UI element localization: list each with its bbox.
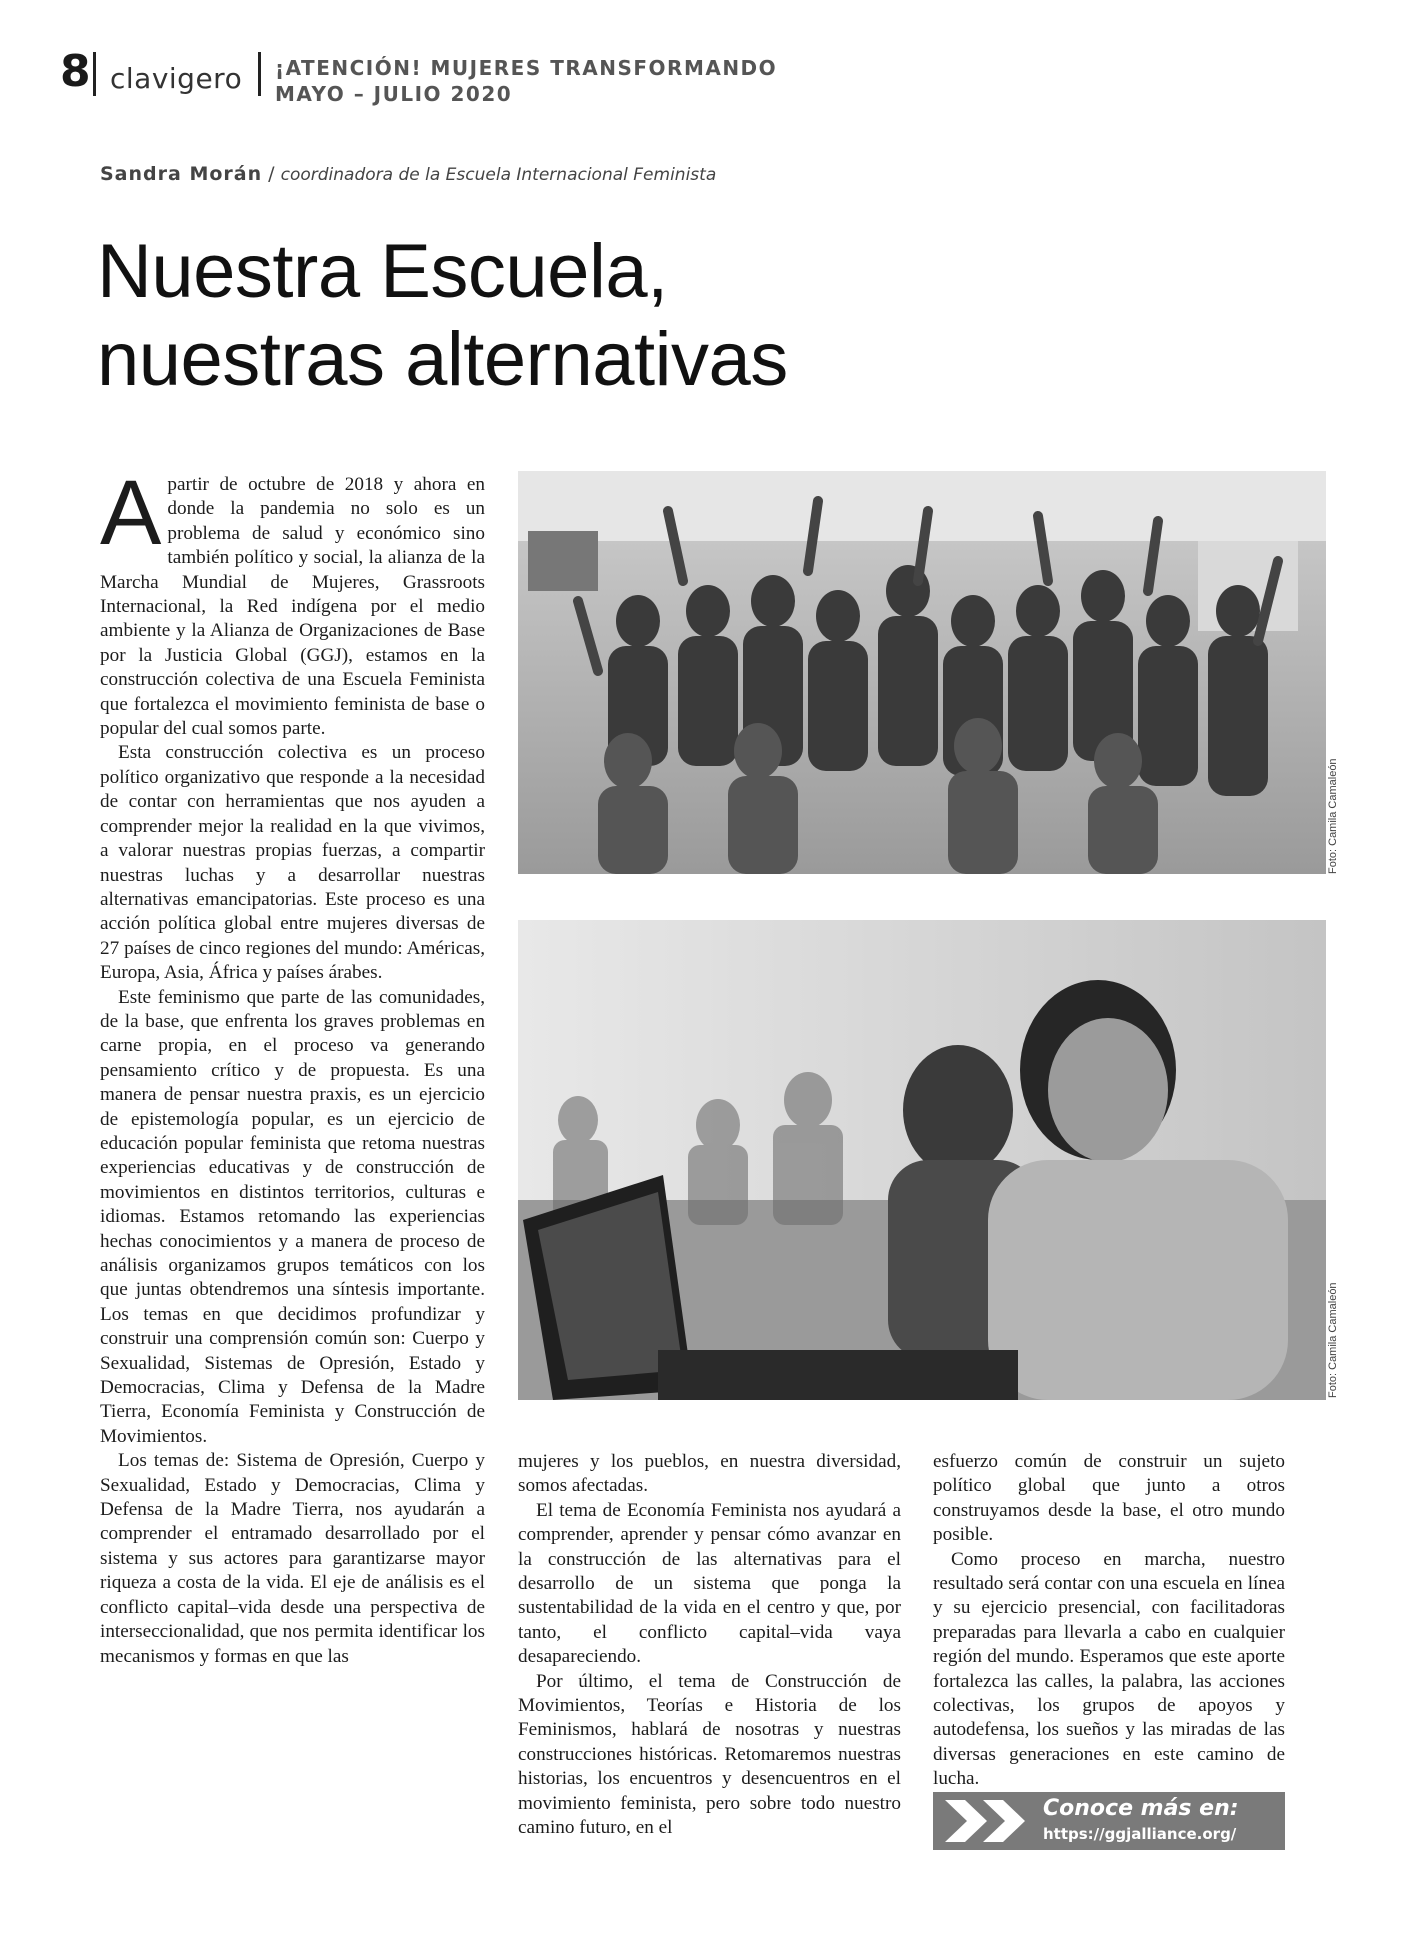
paragraph: esfuerzo común de construir un sujeto político global que junto a otros construyamos desde la base, el otro mundo posible.: [933, 1451, 1285, 1546]
byline-separator: /: [268, 163, 275, 185]
promo-link-box[interactable]: [933, 1792, 1285, 1850]
photo-credit: Foto: Camila Camaleón: [1327, 1282, 1339, 1398]
paragraph: Por último, el tema de Construcción de Movimientos, Teorías e Historia de los Feminismos, hablará de nosotras y nuestras construcciones históricas. Retomaremos nuestras historias, los encuentros y desencuentros en el movimiento feminista, pero sobre todo nuestro camino futuro, en el: [518, 1670, 901, 1839]
header-divider: [258, 52, 261, 96]
promo-url[interactable]: https://ggjalliance.org/: [1043, 1825, 1237, 1843]
promo-label: Conoce más en:: [1043, 1796, 1239, 1821]
paragraph: Los temas de: Sistema de Opresión, Cuerpo y Sexualidad, Estado y Democracias, Clima y Defensa de la Madre Tierra, nos ayudarán a comprender el entramado desarrollado por el sistema y sus actores para garantizarse mayor riqueza a costa de la vida. El eje de análisis es el conflicto capital–vida desde una perspectiva de interseccionalidad, que nos permita identificar los mecanismos y formas en que las: [100, 1450, 485, 1667]
paragraph: Esta construcción colectiva es un proceso político organizativo que responde a la necesidad de contar con herramientas que nos ayuden a comprender mejor la realidad en la que vivimos, a valorar nuestras propias fuerzas, a compartir nuestras luchas y a desarrollar nuestras alternativas emancipatorias. Este proceso es una acción política global entre mujeres diversas de 27 países de cinco regiones del mundo: Américas, Europa, Asia, África y países árabes.: [100, 742, 485, 984]
brand-name: clavigero: [110, 62, 243, 95]
headline-line-2: nuestras alternativas: [97, 317, 788, 402]
paragraph: [100, 462, 485, 741]
issue-date: MAYO – JULIO 2020: [275, 82, 513, 106]
headline-line-1: Nuestra Escuela,: [97, 229, 668, 314]
article-column-3: [933, 1450, 1285, 1790]
paragraph: Como proceso en marcha, nuestro resultado será contar con una escuela en línea y su ejercicio presencial, con facilitadoras preparadas para llevarla a cabo en cualquier región del mundo. Esperamos que este aporte fortalezca las calles, la palabra, las acciones colectivas, los grupos de apoyos y autodefensa, los sueños y las miradas de las diversas generaciones en este camino de lucha.: [933, 1548, 1285, 1790]
article-column-2: [518, 1450, 901, 1860]
paragraph: El tema de Economía Feminista nos ayudará a comprender, aprender y pensar cómo avanzar en la construcción de las alternativas para el desarrollo de un sistema que ponga la sustentabilidad de la vida en el centro y que, por tanto, el conflicto capital–vida vaya desapareciendo.: [518, 1499, 901, 1668]
author-role: coordinadora de la Escuela Internacional Feminista: [280, 165, 717, 185]
header-divider: [93, 52, 96, 96]
author-name: Sandra Morán: [100, 163, 263, 185]
headline: [97, 228, 788, 404]
group-photo: [518, 471, 1326, 874]
paragraph: mujeres y los pueblos, en nuestra diversidad, somos afectadas.: [518, 1451, 901, 1497]
paragraph-text: partir de octubre de 2018 y ahora en donde la pandemia no solo es un problema de salud y económico sino también político y social, la alianza de la Marcha Mundial de Mujeres, Grassroots Internacional, la Red indígena por el medio ambiente y la Alianza de Organizaciones de Base por la Justicia Global (GGJ), estamos en la construcción colectiva de una Escuela Feminista que fortalezca el movimiento feminista de base o popular del cual somos parte.: [100, 474, 485, 740]
issue-info: [275, 55, 777, 107]
issue-title: ¡ATENCIÓN! MUJERES TRANSFORMANDO: [275, 56, 778, 80]
photo-credit: Foto: Camila Camaleón: [1327, 758, 1339, 874]
double-chevron-icon: [943, 1798, 1033, 1844]
paragraph: Este feminismo que parte de las comunidades, de la base, que enfrenta los graves problemas en carne propia, en el proceso va generando pensamiento crítico y de propuesta. Es una manera de pensar nuestra praxis, es un ejercicio de epistemología popular, es un ejercicio de educación popular feminista que retoma nuestras experiencias educativas y de construcción de movimientos en distintos territorios, culturas e idiomas. Estamos retomando las experiencias hechas conocimientos y a manera de proceso de análisis organizamos grupos temáticos con los que juntas obtendremos una síntesis importante. Los temas en que decidimos profundizar y construir una comprensión común son: Cuerpo y Sexualidad, Sistemas de Opresión, Estado y Democracias, Clima y Defensa de la Madre Tierra, Economía Feminista y Construcción de Movimientos.: [100, 986, 485, 1447]
workshop-photo: [518, 920, 1326, 1400]
drop-cap: A: [100, 462, 162, 564]
page-number: 8: [60, 46, 91, 97]
article-column-1: [100, 462, 485, 1853]
byline: [100, 163, 716, 185]
